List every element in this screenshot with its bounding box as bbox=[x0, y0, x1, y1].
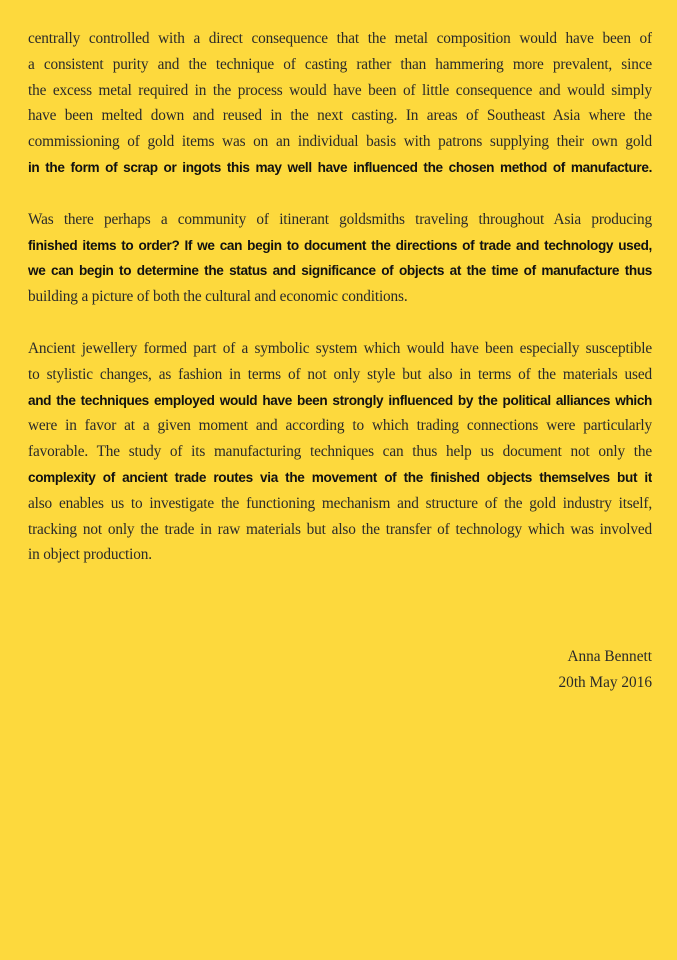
text-line: Ancient jewellery formed part of a symbolic system which would have been especially susceptible bbox=[28, 339, 652, 357]
text-line: to stylistic changes, as fashion in terms of not only style but also in terms of the materials used bbox=[28, 365, 652, 383]
text-line: tracking not only the trade in raw materials but also the transfer of technology which was involved bbox=[28, 520, 652, 538]
text-line: commissioning of gold items was on an individual basis with patrons supplying their own gold bbox=[28, 133, 652, 151]
text-line: Was there perhaps a community of itinerant goldsmiths traveling throughout Asia producing bbox=[28, 210, 652, 228]
text-line-emphasis: and the techniques employed would have been strongly influenced by the political alliances which bbox=[28, 392, 652, 408]
text-line: a consistent purity and the technique of casting rather than hammering more prevalent, since bbox=[28, 55, 652, 73]
text-line: centrally controlled with a direct consequence that the metal composition would have been of bbox=[28, 30, 652, 47]
text-line: the excess metal required in the process would have been of little consequence and would simply bbox=[28, 81, 652, 99]
text-line: building a picture of both the cultural and economic conditions. bbox=[28, 288, 408, 306]
author-name: Anna Bennett bbox=[567, 648, 652, 665]
signature-date: 20th May 2016 bbox=[558, 673, 652, 691]
signature-block bbox=[559, 644, 652, 696]
document-body bbox=[28, 26, 652, 594]
text-line: in object production. bbox=[28, 546, 152, 564]
text-line-emphasis: we can begin to determine the status and significance of objects at the time of manufacture thus bbox=[28, 263, 652, 279]
text-line: were in favor at a given moment and according to which trading connections were particularly bbox=[28, 417, 652, 435]
text-line-emphasis: in the form of scrap or ingots this may well have influenced the chosen method of manufacture. bbox=[28, 159, 652, 175]
paragraph-2 bbox=[28, 207, 652, 310]
paragraph-1 bbox=[28, 26, 652, 181]
text-line: also enables us to investigate the functioning mechanism and structure of the gold industry itself, bbox=[28, 494, 652, 512]
text-line: favorable. The study of its manufacturing techniques can thus help us document not only the bbox=[28, 443, 652, 461]
text-line-emphasis: finished items to order? If we can begin to document the directions of trade and technology used, bbox=[28, 237, 652, 253]
text-line: have been melted down and reused in the next casting. In areas of Southeast Asia where the bbox=[28, 107, 652, 125]
text-line-emphasis: complexity of ancient trade routes via the movement of the finished objects themselves but it bbox=[28, 469, 652, 485]
paragraph-3 bbox=[28, 336, 652, 568]
